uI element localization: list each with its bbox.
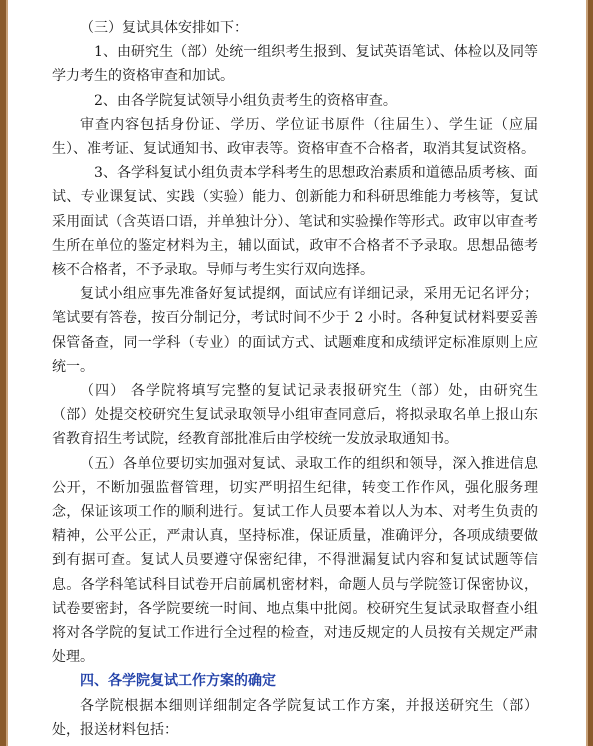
paragraph-item-1: 1、由研究生（部）处统一组织考生报到、复试英语笔试、体检以及同等学力考生的资格审查和加试。 [52,44,538,85]
paragraph-item-5: （五）各单位要切实加强对复试、录取工作的组织和领导，深入推进信息公开，不断加强监督管理，切实严明招生纪律，转变工作作风，强化服务理念，保证该项工作的顺利进行。复试工作人员要本着以人为本、对考生负责的精神，公平公正，严肃认真，坚持标准，保证质量，准确评分，各项成绩要做到有据可查。复试人员要遵守保密纪律，不得泄漏复试内容和复试试题等信息。各学科笔试科目试卷开启前属机密材料，命题人员与学院签订保密协议，试卷要密封，各学院要统一时间、地点集中批阅。校研究生复试录取督查小组将对各学院的复试工作进行全过程的检查，对违反规定的人员按有关规定严肃处理。 [52,455,538,666]
paragraph-item-3: 3、各学科复试小组负责本学科考生的思想政治素质和道德品质考核、面试、专业课复试、实践（实验）能力、创新能力和科研思维能力考核等，复试采用面试（含英语口语，并单独计分）、笔试和实验操作等形式。政审以审查考生所在单位的鉴定材料为主，辅以面试，政审不合格者不予录取。思想品德考核不合格者，不予录取。导师与考生实行双向选择。 [52,165,538,279]
left-border-inner [6,0,8,746]
paragraph-last: 各学院根据本细则详细制定各学院复试工作方案，并报送研究生（部）处，报送材料包括： [52,697,538,738]
paragraph-review-content: 审查内容包括身份证、学历、学位证书原件（往届生）、学生证（应届生）、准考证、复试通知书、政审表等。资格审查不合格者，取消其复试资格。 [52,116,538,158]
document-body [52,16,538,742]
paragraph-item-2: 2、由各学院复试领导小组负责考生的资格审查。 [94,92,397,109]
right-border [588,0,593,746]
paragraph-retest-group: 复试小组应事先准备好复试提纲，面试应有详细记录，采用无记名评分；笔试要有答卷，按百分制记分，考试时间不少于 2 小时。各种复试材料要妥善保管备查，同一学科（专业）的面试方式、试题难度和成绩评定标准原则上应统一。 [52,286,538,375]
right-border-inner [586,0,588,746]
section-heading: 四、各学院复试工作方案的确定 [80,673,276,690]
paragraph-item-3-heading: （三）复试具体安排如下： [80,20,248,36]
paragraph-item-4: （四） 各学院将填写完整的复试记录表报研究生（部）处，由研究生（部）处提交校研究生复试录取领导小组审查同意后，将拟录取名单上报山东省教育招生考试院，经教育部批准后由学校统一发放录取通知书。 [52,383,538,448]
